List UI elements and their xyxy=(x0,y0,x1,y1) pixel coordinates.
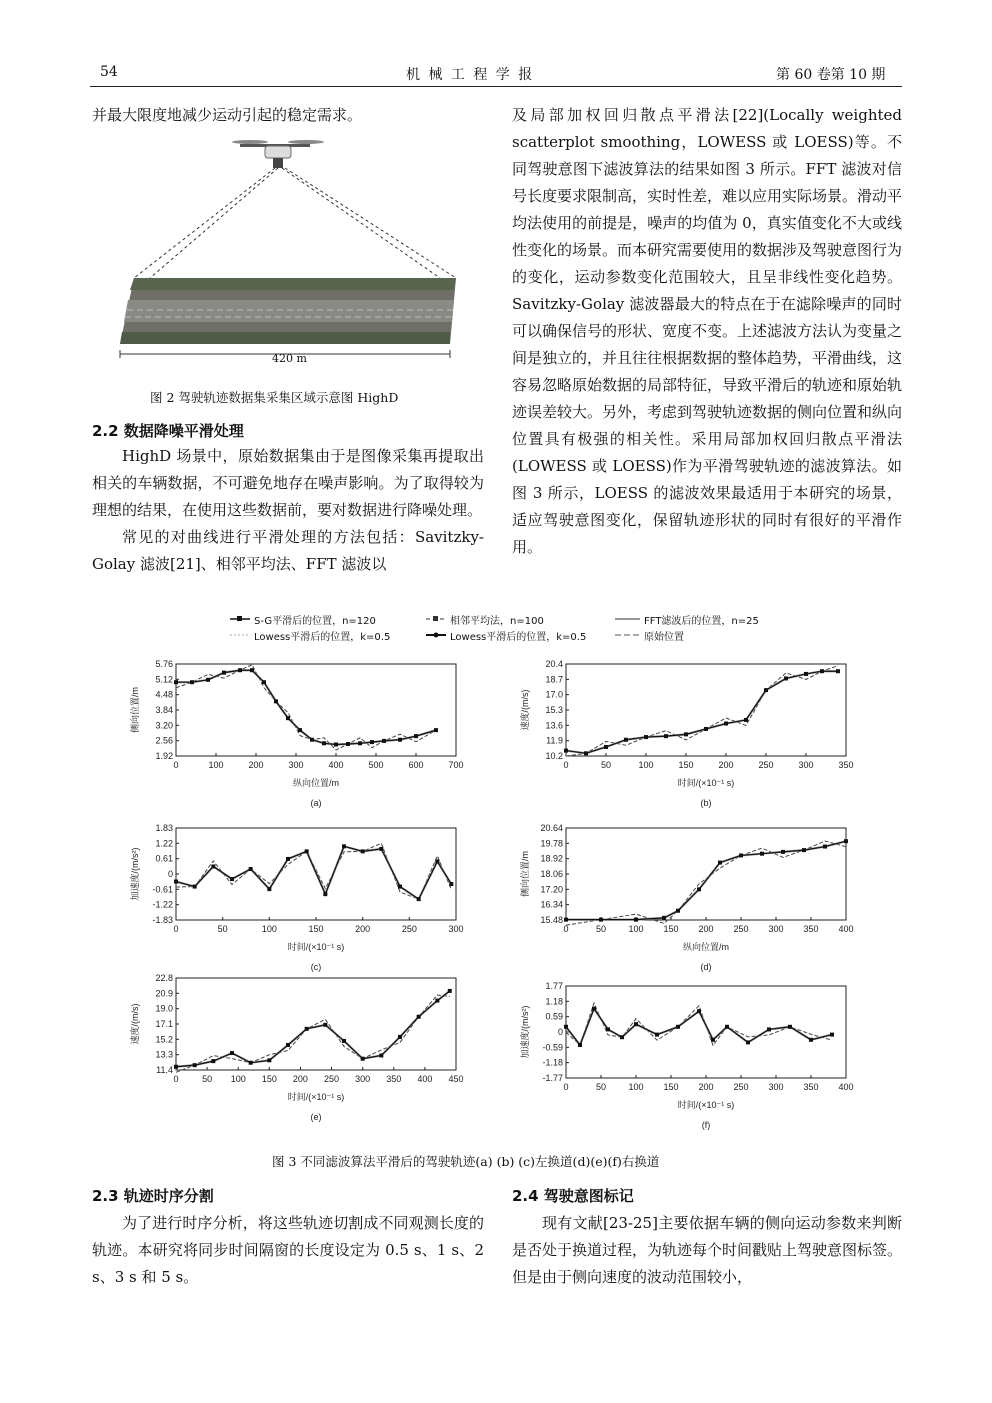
y-tick-label: -1.22 xyxy=(152,899,173,910)
x-tick-label: 300 xyxy=(355,1074,371,1084)
data-point xyxy=(823,845,827,849)
x-tick-label: 200 xyxy=(292,1074,308,1084)
y-tick-label: 13.3 xyxy=(155,1049,173,1060)
data-point xyxy=(379,1053,383,1057)
y-tick-label: 15.48 xyxy=(540,915,563,925)
data-point xyxy=(322,741,326,745)
x-tick-label: 600 xyxy=(408,760,424,770)
x-tick-label: 150 xyxy=(663,1082,679,1092)
data-point xyxy=(286,1043,290,1047)
x-tick-label: 50 xyxy=(600,760,612,770)
data-point xyxy=(724,722,728,726)
data-point xyxy=(382,739,386,743)
data-point xyxy=(361,1057,365,1061)
y-tick-label: 13.6 xyxy=(545,720,563,731)
data-point xyxy=(267,887,271,891)
series-fft xyxy=(176,846,451,899)
x-tick-label: 200 xyxy=(698,1082,714,1092)
data-point xyxy=(662,916,666,920)
x-axis-label: 纵向位置/m xyxy=(293,778,339,788)
y-tick-label: 15.3 xyxy=(545,705,563,715)
y-tick-label: 2.56 xyxy=(155,735,173,746)
data-point xyxy=(417,897,421,901)
data-point xyxy=(190,680,194,684)
series-original xyxy=(566,666,838,756)
data-point xyxy=(305,849,309,853)
section-2-2-title: 2.2 数据降噪平滑处理 xyxy=(92,422,244,440)
series-original xyxy=(176,995,450,1072)
y-tick-label: 22.8 xyxy=(155,973,173,983)
x-tick-label: 250 xyxy=(733,924,749,934)
sec22-paragraph-2: 常见的对曲线进行平滑处理的方法包括：Savitzky-Golay 滤波[21]、相邻平均法、FFT 滤波以 xyxy=(92,528,484,573)
data-point xyxy=(342,1039,346,1043)
data-point xyxy=(655,1033,659,1037)
x-tick-label: 100 xyxy=(628,924,644,934)
data-point xyxy=(346,742,350,746)
x-tick-label: 350 xyxy=(386,1074,402,1084)
data-point xyxy=(286,716,290,720)
series-lowess xyxy=(566,841,846,919)
data-point xyxy=(342,844,346,848)
x-tick-label: 400 xyxy=(328,760,344,770)
x-tick-label: 300 xyxy=(448,924,464,934)
x-tick-label: 300 xyxy=(768,1082,784,1092)
data-point xyxy=(634,918,638,922)
chart-panel-c xyxy=(120,822,480,972)
chart-panel-a xyxy=(120,658,480,808)
data-point xyxy=(836,669,840,673)
y-tick-label: 18.92 xyxy=(540,853,563,864)
y-tick-label: 17.0 xyxy=(545,689,563,700)
x-tick-label: 300 xyxy=(768,924,784,934)
subfigure-label: (f) xyxy=(701,1120,711,1130)
volume-issue: 第 60 卷第 10 期 xyxy=(776,67,886,83)
subfigure-label: (d) xyxy=(700,962,712,972)
data-point xyxy=(238,668,242,672)
subfigure-label: (e) xyxy=(310,1112,322,1122)
data-point xyxy=(435,859,439,863)
data-point xyxy=(398,738,402,742)
x-tick-label: 300 xyxy=(798,760,814,770)
data-point xyxy=(564,1025,568,1029)
fig2-caption: 图 2 驾驶轨迹数据集采集区域示意图 HighD xyxy=(150,390,399,405)
y-axis-label: 速度/(m/s) xyxy=(520,689,530,731)
x-tick-label: 350 xyxy=(803,1082,819,1092)
x-tick-label: 50 xyxy=(202,1074,213,1084)
data-point xyxy=(592,1007,596,1011)
data-point xyxy=(676,909,680,913)
x-tick-label: 200 xyxy=(355,924,371,934)
drone-icon xyxy=(232,140,324,168)
data-point xyxy=(684,732,688,736)
x-tick-label: 50 xyxy=(217,924,228,934)
y-tick-label: 16.34 xyxy=(540,899,563,910)
data-point xyxy=(802,848,806,852)
x-axis-label: 纵向位置/m xyxy=(683,942,729,952)
y-axis-label: 加速度/(m/s²) xyxy=(130,847,140,901)
fig3-caption: 图 3 不同滤波算法平滑后的驾驶轨迹(a) (b) (c)左换道(d)(e)(f)右换道 xyxy=(272,1154,660,1169)
x-tick-label: 500 xyxy=(368,760,384,770)
y-tick-label: 18.06 xyxy=(540,869,563,879)
data-point xyxy=(448,989,452,993)
data-point xyxy=(267,1058,271,1062)
data-point xyxy=(606,1027,610,1031)
data-point xyxy=(809,1038,813,1042)
y-tick-label: 0 xyxy=(557,1027,563,1037)
series-original xyxy=(176,843,451,899)
data-point xyxy=(767,1027,771,1031)
x-tick-label: 350 xyxy=(838,760,854,770)
x-tick-label: 100 xyxy=(261,924,277,934)
data-point xyxy=(718,861,722,865)
data-point xyxy=(361,849,365,853)
x-tick-label: 250 xyxy=(401,924,417,934)
fig2-distance-label: 420 m xyxy=(272,352,307,365)
x-tick-label: 0 xyxy=(173,760,179,770)
y-tick-label: 1.77 xyxy=(545,981,563,991)
y-tick-label: 18.7 xyxy=(545,674,563,685)
x-tick-label: 400 xyxy=(838,1082,854,1092)
data-point xyxy=(230,877,234,881)
data-point xyxy=(250,668,254,672)
y-tick-label: 1.18 xyxy=(545,996,563,1007)
chart-panel-d xyxy=(510,822,870,972)
y-tick-label: 20.9 xyxy=(155,988,173,999)
data-point xyxy=(417,1015,421,1019)
data-point xyxy=(725,1025,729,1029)
x-tick-label: 400 xyxy=(417,1074,433,1084)
data-point xyxy=(434,728,438,732)
chart-panel-e xyxy=(120,972,480,1132)
data-point xyxy=(305,1027,309,1031)
fig3-legend xyxy=(230,612,790,642)
x-tick-label: 350 xyxy=(803,924,819,934)
x-axis-label: 时间/(×10⁻¹ s) xyxy=(287,1092,345,1102)
legend-lowess-2: Lowess平滑后的位置，k=0.5 xyxy=(450,632,587,643)
data-point xyxy=(764,688,768,692)
road-aerial-image xyxy=(120,278,456,344)
x-tick-label: 50 xyxy=(595,1082,607,1092)
x-tick-label: 100 xyxy=(208,760,224,770)
data-point xyxy=(323,892,327,896)
data-point xyxy=(449,882,453,886)
x-tick-label: 0 xyxy=(173,924,179,934)
data-point xyxy=(370,740,374,744)
data-point xyxy=(760,852,764,856)
right-column-text: 及局部加权回归散点平滑法[22](Locally weighted scatterplot smoothing，LOWESS 或 LOESS)等。不同驾驶意图下滤波算法的结果如图 3 所示。FFT 滤波对信号长度要求限制高，实时性差，难以应用实际场景。滑动平均法使用的前提是，噪声的均值为 0，真实值变化不大或线性变化的场景。而本研究需要使用的数据涉及驾驶意图行为的变化，运动参数变化范围较大，且呈非线性变化趋势。Savitzky-Golay 滤波器最大的特点在于在滤除噪声的同时可以确保信号的形状、宽度不变。上述滤波方法认为变量之间是独立的，并且往往根据数据的整体趋势，平滑曲线，这容易忽略原始数据的局部特征，导致平滑后的轨迹和原始轨迹误差较大。另外，考虑到驾驶轨迹数据的侧向位置和纵向位置具有极强的相关性。采用局部加权回归散点平滑法(LOWESS 或 LOESS)作为平滑驾驶轨迹的滤波算法。如图 3 所示，LOESS 的滤波效果最适用于本研究的场景，适应驾驶意图变化，保留轨迹形状的同时有很好的平滑作用。 xyxy=(512,106,903,556)
y-tick-label: 20.4 xyxy=(545,659,563,669)
y-tick-label: -1.18 xyxy=(542,1057,563,1068)
x-tick-label: 150 xyxy=(308,924,324,934)
x-tick-label: 150 xyxy=(678,760,694,770)
series-lowess xyxy=(176,846,451,899)
sec22-paragraph-1: HighD 场景中，原始数据集由于是图像采集再提取出相关的车辆数据，不可避免地存在噪声影响。为了取得较为理想的结果，在使用这些数据前，要对数据进行降噪处理。 xyxy=(92,447,484,519)
data-point xyxy=(746,1040,750,1044)
data-point xyxy=(788,1025,792,1029)
data-point xyxy=(230,1051,234,1055)
y-axis-label: 侧向位置/m xyxy=(130,687,140,733)
y-tick-label: 15.2 xyxy=(155,1034,173,1045)
y-tick-label: 4.48 xyxy=(155,689,173,700)
x-tick-label: 450 xyxy=(448,1074,464,1084)
y-tick-label: 0.61 xyxy=(155,853,173,864)
data-point xyxy=(830,1033,834,1037)
x-tick-label: 150 xyxy=(663,924,679,934)
x-tick-label: 0 xyxy=(563,924,569,934)
x-tick-label: 400 xyxy=(838,924,854,934)
data-point xyxy=(298,728,302,732)
series-fft xyxy=(176,991,450,1067)
y-tick-label: 11.9 xyxy=(546,735,563,746)
x-tick-label: 250 xyxy=(758,760,774,770)
data-point xyxy=(584,751,588,755)
y-axis-label: 侧向位置/m xyxy=(520,851,530,897)
data-point xyxy=(564,918,568,922)
x-tick-label: 200 xyxy=(248,760,264,770)
x-tick-label: 250 xyxy=(324,1074,340,1084)
data-point xyxy=(334,743,338,747)
y-tick-label: 1.92 xyxy=(155,751,173,761)
data-point xyxy=(435,999,439,1003)
data-point xyxy=(398,1035,402,1039)
data-point xyxy=(249,1061,253,1065)
data-point xyxy=(211,864,215,868)
data-point xyxy=(711,1038,715,1042)
section-2-3-title: 2.3 轨迹时序分割 xyxy=(92,1187,214,1205)
data-point xyxy=(211,1059,215,1063)
x-tick-label: 100 xyxy=(230,1074,246,1084)
data-point xyxy=(604,745,608,749)
header-rule xyxy=(90,86,902,87)
legend-original: 原始位置 xyxy=(644,632,684,643)
y-tick-label: -1.83 xyxy=(152,915,173,925)
x-tick-label: 50 xyxy=(595,924,607,934)
legend-sg: S-G平滑后的位置，n=120 xyxy=(254,616,376,627)
data-point xyxy=(820,669,824,673)
x-tick-label: 250 xyxy=(733,1082,749,1092)
data-point xyxy=(634,1022,638,1026)
data-point xyxy=(844,839,848,843)
plot-frame xyxy=(566,828,846,920)
data-point xyxy=(358,741,362,745)
x-tick-label: 200 xyxy=(698,924,714,934)
data-point xyxy=(222,671,226,675)
subfigure-label: (b) xyxy=(700,798,712,808)
y-tick-label: 3.20 xyxy=(155,720,173,731)
data-point xyxy=(310,738,314,742)
data-point xyxy=(697,887,701,891)
series-lowess xyxy=(566,1009,832,1045)
y-axis-label: 加速度/(m/s²) xyxy=(520,1005,530,1059)
subfigure-label: (c) xyxy=(310,962,322,972)
series-fft xyxy=(176,670,436,744)
y-tick-label: 11.4 xyxy=(156,1065,173,1075)
data-point xyxy=(274,699,278,703)
sec23-text: 为了进行时序分析，将这些轨迹切割成不同观测长度的轨迹。本研究将同步时间隔窗的长度设定为 0.5 s、1 s、2 s、3 s 和 5 s。 xyxy=(92,1214,484,1286)
x-axis-label: 时间/(×10⁻¹ s) xyxy=(677,1100,735,1110)
subfigure-label: (a) xyxy=(310,798,322,808)
x-tick-label: 0 xyxy=(563,760,569,770)
figure-2-drone-illustration xyxy=(110,132,480,372)
x-tick-label: 150 xyxy=(261,1074,277,1084)
x-tick-label: 100 xyxy=(628,1082,644,1092)
y-tick-label: 5.76 xyxy=(155,659,173,669)
y-tick-label: -0.61 xyxy=(152,884,173,895)
data-point xyxy=(624,738,628,742)
y-tick-label: -1.77 xyxy=(542,1073,563,1083)
left-lead-line: 并最大限度地减少运动引起的稳定需求。 xyxy=(92,106,363,124)
data-point xyxy=(739,853,743,857)
y-tick-label: 20.64 xyxy=(540,823,563,833)
y-tick-label: 0.59 xyxy=(545,1011,563,1022)
data-point xyxy=(697,1009,701,1013)
data-point xyxy=(744,718,748,722)
data-point xyxy=(414,734,418,738)
y-axis-label: 速度/(m/s) xyxy=(130,1003,140,1045)
data-point xyxy=(564,749,568,753)
legend-fft: FFT滤波后的位置，n=25 xyxy=(644,616,759,627)
chart-panel-b xyxy=(510,658,870,808)
chart-panel-f xyxy=(510,980,870,1130)
sec24-text: 现有文献[23-25]主要依据车辆的侧向运动参数来判断是否处于换道过程，为轨迹每个时间戳贴上驾驶意图标签。但是由于侧向速度的波动范围较小， xyxy=(512,1214,903,1286)
data-point xyxy=(286,857,290,861)
data-point xyxy=(599,918,603,922)
data-point xyxy=(781,850,785,854)
x-tick-label: 200 xyxy=(718,760,734,770)
data-point xyxy=(174,880,178,884)
data-point xyxy=(174,680,178,684)
journal-title: 机 械 工 程 学 报 xyxy=(406,67,535,83)
section-2-4-title: 2.4 驾驶意图标记 xyxy=(512,1187,634,1205)
data-point xyxy=(206,678,210,682)
y-tick-label: 0 xyxy=(167,869,173,879)
data-point xyxy=(193,885,197,889)
y-tick-label: 10.2 xyxy=(545,751,563,761)
series-lowess xyxy=(566,671,838,753)
y-tick-label: 19.78 xyxy=(540,838,563,849)
left-column-text xyxy=(92,443,484,578)
data-point xyxy=(249,867,253,871)
data-point xyxy=(262,680,266,684)
data-point xyxy=(323,1023,327,1027)
data-point xyxy=(644,735,648,739)
x-axis-label: 时间/(×10⁻¹ s) xyxy=(677,778,735,788)
page-number: 54 xyxy=(100,64,118,80)
y-tick-label: 17.1 xyxy=(155,1019,173,1029)
series-fft xyxy=(566,671,838,753)
data-point xyxy=(664,734,668,738)
x-tick-label: 700 xyxy=(448,760,464,770)
legend-adjacent: 相邻平均法，n=100 xyxy=(450,616,544,627)
x-tick-label: 100 xyxy=(638,760,654,770)
data-point xyxy=(398,885,402,889)
data-point xyxy=(193,1063,197,1067)
y-tick-label: 1.22 xyxy=(155,838,173,849)
series-lowess xyxy=(176,670,436,744)
x-axis-label: 时间/(×10⁻¹ s) xyxy=(287,942,345,952)
data-point xyxy=(578,1043,582,1047)
y-tick-label: -0.59 xyxy=(542,1042,563,1053)
y-tick-label: 17.20 xyxy=(540,884,563,895)
data-point xyxy=(704,727,708,731)
series-original xyxy=(566,841,846,925)
legend-lowess-1: Lowess平滑后的位置，k=0.5 xyxy=(254,632,391,643)
y-tick-label: 1.83 xyxy=(155,823,173,833)
y-tick-label: 19.0 xyxy=(155,1003,173,1014)
data-point xyxy=(784,676,788,680)
data-point xyxy=(174,1065,178,1069)
data-point xyxy=(620,1035,624,1039)
plot-frame xyxy=(176,664,456,756)
x-tick-label: 300 xyxy=(288,760,304,770)
x-tick-label: 0 xyxy=(173,1074,179,1084)
y-tick-label: 5.12 xyxy=(155,674,173,685)
y-tick-label: 3.84 xyxy=(155,705,173,715)
data-point xyxy=(379,847,383,851)
data-point xyxy=(804,672,808,676)
data-point xyxy=(676,1025,680,1029)
x-tick-label: 0 xyxy=(563,1082,569,1092)
